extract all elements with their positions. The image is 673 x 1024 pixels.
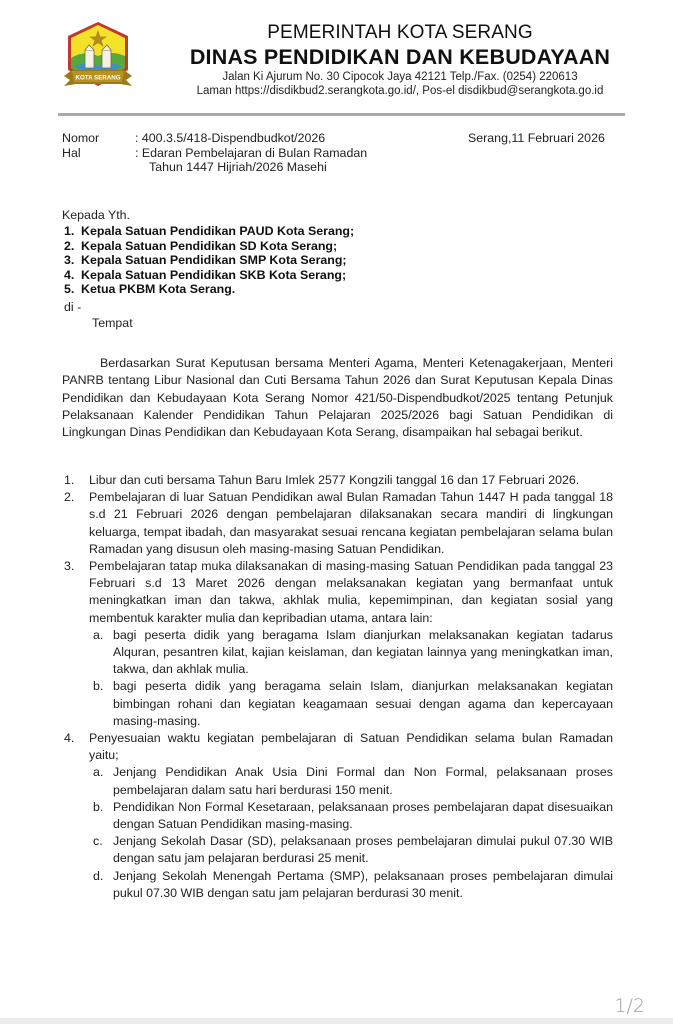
letterhead-divider xyxy=(58,113,625,116)
point-item: 1. Libur dan cuti bersama Tahun Baru Imlek 2577 Kongzili tanggal 16 dan 17 Februari 2026. xyxy=(64,473,580,487)
svg-text:KOTA SERANG: KOTA SERANG xyxy=(75,74,121,82)
intro-paragraph: Berdasarkan Surat Keputusan bersama Menteri Agama, Menteri Ketenagakerjaan, Menteri PANRB tentang Libur Nasional dan Cuti Bersama Tahun 2026 dan Surat Keputusan Kepala Dinas Pendidikan dan Kebudayaan Kota Serang Nomor 421/50-Dispendbudkot/2025 tentang Petunjuk Pelaksanaan Kalender Pendidikan Tahun Pelajaran 2025/2026 bagi Satuan Pendidikan di Lingkungan Dinas Pendidikan dan Kebudayaan Kota Serang, disampaikan hal sebagai berikut. xyxy=(62,356,613,440)
sub-list xyxy=(89,764,613,902)
recipient-item: 3. Kepala Satuan Pendidikan SMP Kota Serang; xyxy=(64,253,347,268)
points-list xyxy=(62,472,613,902)
point-item: 3. Pembelajaran tatap muka dilaksanakan di masing-masing Satuan Pendidikan pada tanggal 23 Februari s.d 13 Maret 2026 dengan melaksanakan kegiatan yang bermanfaat untuk meningkatkan iman dan takwa, akhlak mulia, kepemimpinan, dan kegiatan sosial yang membentuk karakter mulia dan kepribadian utama, antara lain: a. bagi peserta didik yang beragama Islam dianjurkan melaksanakan kegiatan tadarus Alquran, pesantren kilat, kajian keislaman, dan kegiatan lainnya yang meningkatkan iman, takwa, dan akhlak mulia. b. bagi peserta didik yang beragama selain Islam, dianjurkan melaksanakan kegiatan bimbingan rohani dan kegiatan keagamaan sesuai dengan agama dan kepercayaan masing-masing. xyxy=(62,558,613,730)
salutation: Kepada Yth. xyxy=(62,208,130,222)
nomor-label: Nomor xyxy=(62,131,100,145)
place-date: Serang,11 Februari 2026 xyxy=(468,131,605,145)
point-item: 4. Penyesuaian waktu kegiatan pembelajaran di Satuan Pendidikan selama bulan Ramadan yaitu; a. Jenjang Pendidikan Anak Usia Dini Formal dan Non Formal, pelaksanaan proses pembelajaran dalam satu hari berdurasi 150 menit. b. Pendidikan Non Formal Kesetaraan, pelaksanaan proses pembelajaran dapat disesuaikan dengan Satuan Pendidikan masing-masing. c. Jenjang Sekolah Dasar (SD), pelaksanaan proses pembelajaran dimulai pukul 07.30 WIB dengan satu jam pelajaran berdurasi 25 menit. d. Jenjang Sekolah Menengah Pertama (SMP), pelaksanaan proses pembelajaran dimulai pukul 07.30 WIB dengan satu jam pelajaran berdurasi 30 menit. xyxy=(62,730,613,902)
hal-label: Hal xyxy=(62,146,81,160)
hal-value-continued: Tahun 1447 Hijriah/2026 Masehi xyxy=(149,160,327,174)
recipient-item: 4. Kepala Satuan Pendidikan SKB Kota Serang; xyxy=(64,267,347,282)
sub-item: b. bagi peserta didik yang beragama selain Islam, dianjurkan melaksanakan kegiatan bimbingan rohani dan kegiatan keagamaan sesuai dengan agama dan kepercayaan masing-masing. xyxy=(93,679,613,728)
viewer-bottom-edge xyxy=(0,1018,673,1024)
di-label: di - xyxy=(64,300,82,314)
agency-web-email: Laman https://disdikbud2.serangkota.go.id/, Pos-el disdikbud@serangkota.go.id xyxy=(196,85,604,97)
recipient-item: 2. Kepala Satuan Pendidikan SD Kota Serang; xyxy=(64,238,338,253)
nomor-value: : 400.3.5/418-Dispendbudkot/2026 xyxy=(135,131,326,145)
recipient-list xyxy=(64,224,354,297)
agency-name: DINAS PENDIDIKAN DAN KEBUDAYAAN xyxy=(189,45,611,69)
government-name: PEMERINTAH KOTA SERANG xyxy=(267,22,533,43)
sub-list xyxy=(89,627,613,730)
hal-value: : Edaran Pembelajaran di Bulan Ramadan xyxy=(135,146,368,160)
point-item: 2. Pembelajaran di luar Satuan Pendidikan awal Bulan Ramadan Tahun 1447 H pada tanggal 18 s.d 21 Februari 2026 dengan pembelajaran dilaksanakan secara mandiri di lingkungan keluarga, tempat ibadah, dan masyarakat sesuai rencana kegiatan pembelajaran selama bulan Ramadan yang disusun oleh masing-masing Satuan Pendidikan. xyxy=(64,490,613,556)
sub-item: b. Pendidikan Non Formal Kesetaraan, pelaksanaan proses pembelajaran dapat disesuaikan dengan Satuan Pendidikan masing-masing. xyxy=(93,799,613,832)
recipient-item: 1. Kepala Satuan Pendidikan PAUD Kota Serang; xyxy=(64,224,355,238)
page-indicator: 1/2 xyxy=(614,995,645,1017)
recipient-item: 5. Ketua PKBM Kota Serang. xyxy=(64,282,236,297)
sub-item: c. Jenjang Sekolah Dasar (SD), pelaksanaan proses pembelajaran dimulai pukul 07.30 WIB dengan satu jam pelajaran berdurasi 25 menit. xyxy=(93,834,613,866)
sub-item: a. Jenjang Pendidikan Anak Usia Dini Formal dan Non Formal, pelaksanaan proses pembelajaran dalam satu hari berdurasi 150 menit. xyxy=(93,765,613,797)
sub-item: d. Jenjang Sekolah Menengah Pertama (SMP), pelaksanaan proses pembelajaran dimulai pukul 07.30 WIB dengan satu jam pelajaran berdurasi 30 menit. xyxy=(93,868,613,900)
agency-address: Jalan Ki Ajurum No. 30 Cipocok Jaya 42121 Telp./Fax. (0254) 220613 xyxy=(222,71,578,83)
sub-item: a. bagi peserta didik yang beragama Islam dianjurkan melaksanakan kegiatan tadarus Alquran, pesantren kilat, kajian keislaman, dan kegiatan lainnya yang meningkatkan iman, takwa, dan akhlak mulia. xyxy=(93,627,613,677)
kota-serang-crest-icon xyxy=(62,20,134,96)
tempat-label: Tempat xyxy=(92,316,133,330)
